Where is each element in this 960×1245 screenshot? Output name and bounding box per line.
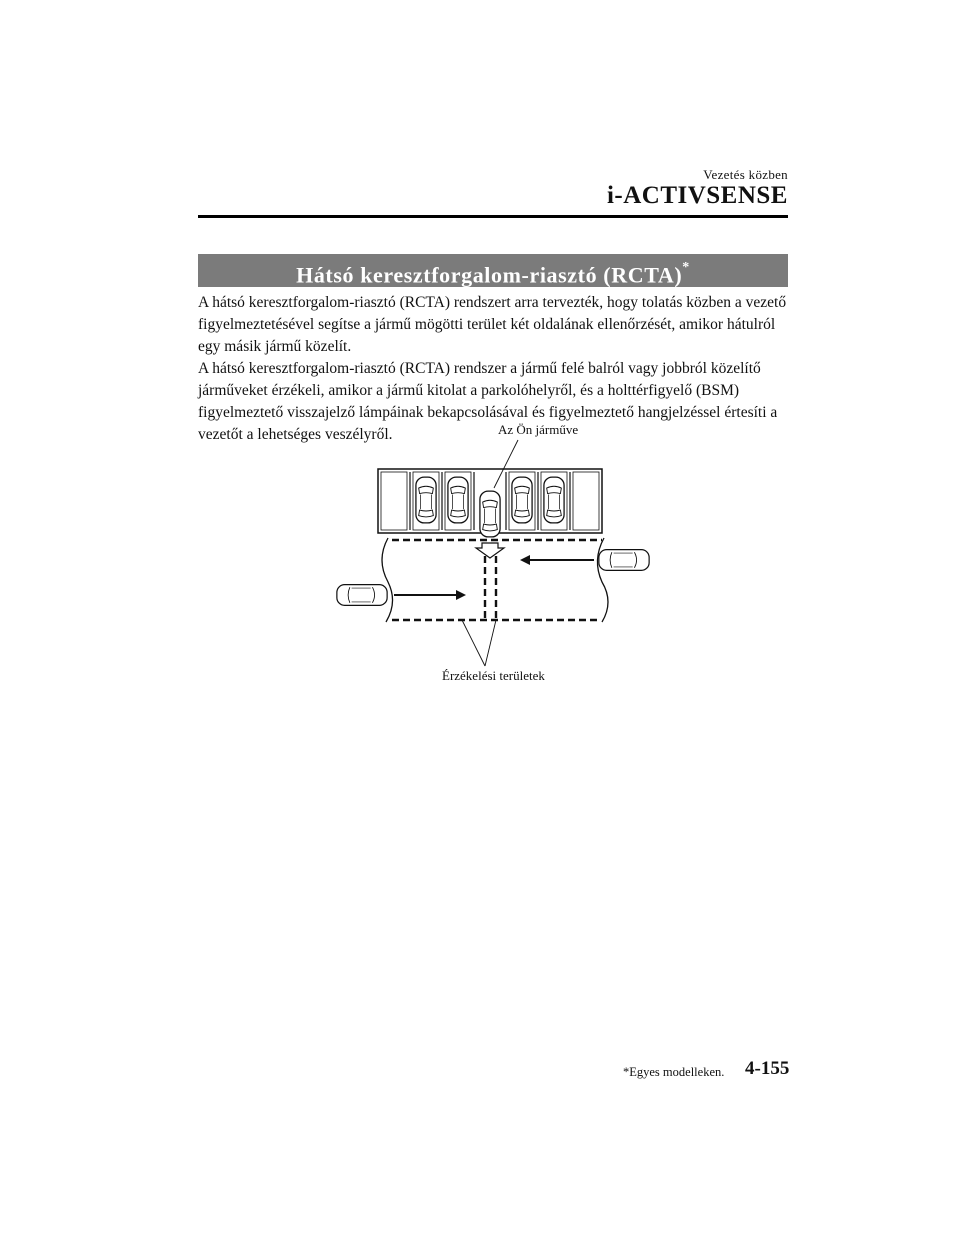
label-detection-zones: Érzékelési területek (442, 668, 545, 683)
parked-car (544, 477, 564, 523)
section-title: Hátsó keresztforgalom-riasztó (RCTA) (296, 262, 683, 288)
paragraph-2: A hátsó keresztforgalom-riasztó (RCTA) rendszer a jármű felé balról vagy jobbról közelítő járműveket érzékeli, amikor a jármű kitolat a parkolóhelyről, és a holttérfigyelő (BSM) figyelmeztető visszajelző lámpáinak bekapcsolásával és figyelmeztető hangjelzéssel értesíti a vezetőt a lehetséges veszélyről. (198, 360, 778, 443)
parked-car (448, 477, 468, 523)
model-footnote-marker: * (682, 260, 690, 275)
parked-car (512, 477, 532, 523)
zone-leader-line (485, 620, 496, 666)
approaching-car-right (599, 550, 649, 571)
paragraph-1: A hátsó keresztforgalom-riasztó (RCTA) rendszert arra tervezték, hogy tolatás közben a vezető figyelmeztetésével segítse a jármű mögötti terület két oldalának ellenőrzését, amikor hátulról egy másik jármű közelít. (198, 294, 787, 355)
own-vehicle (480, 491, 500, 537)
parked-car (416, 477, 436, 523)
section-title-bar (198, 254, 788, 287)
page-number: 4-155 (745, 1058, 790, 1079)
approaching-car-left (337, 585, 387, 606)
reverse-arrow (476, 543, 504, 558)
label-own-vehicle: Az Ön járműve (498, 422, 579, 437)
header-title: i-ACTIVSENSE (606, 182, 788, 209)
rcta-diagram (318, 420, 678, 690)
footnote: *Egyes modelleken. (623, 1065, 725, 1079)
header-subtitle: Vezetés közben (703, 167, 788, 182)
header-rule (198, 215, 788, 218)
road-edge-left (382, 538, 393, 622)
zone-leader-line (462, 620, 485, 666)
